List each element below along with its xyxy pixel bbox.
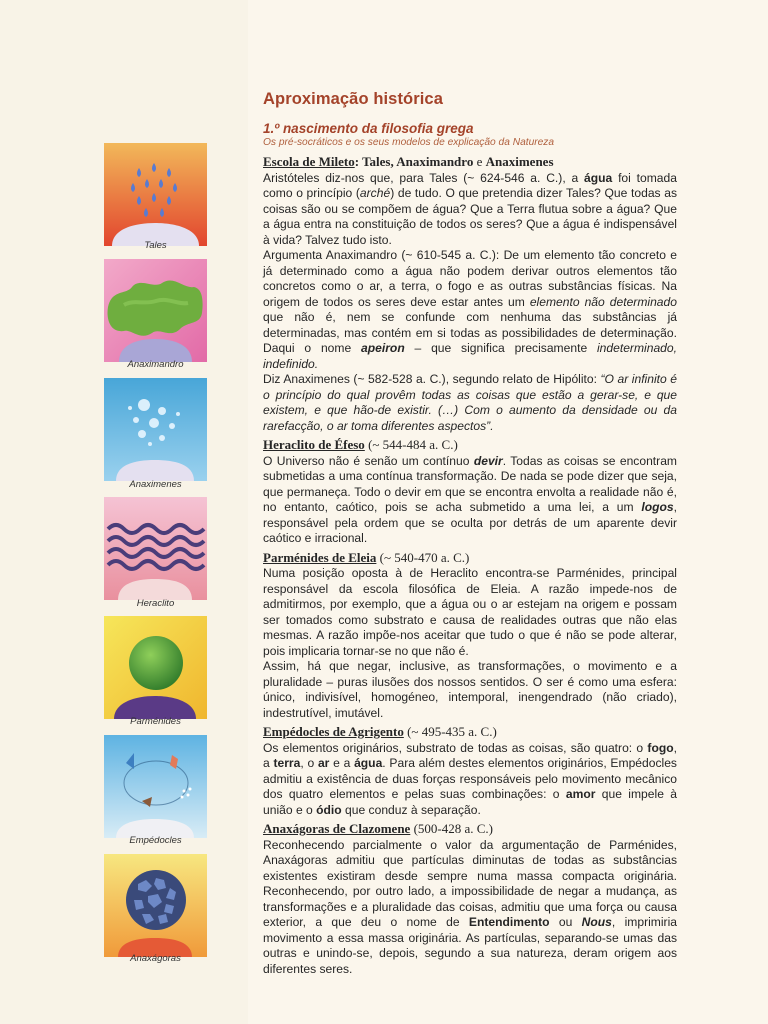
body-text [263,154,677,977]
anaxagoras-caption: Anaxágoras [130,953,181,964]
main-content [263,90,677,977]
empedocles-caption: Empédocles [129,835,182,846]
parmenides-caption: Parménides [130,716,181,727]
anaximenes-illustration [104,378,207,481]
heraclito-paragraph: O Universo não é senão um contínuo devir. Todas as coisas se encontram submetidas a uma contínua transformação. De nada se pode dizer que seja, que permaneça. Todo o devir em que se encontra envolta a realidade não é, no entanto, caótico, pois se acha submetido a uma lei, a um logos, responsável pela ordem que se oculta por detrás de um aparente devir caótico e irracional. [263,453,677,545]
parmenides-paragraph-1: Numa posição oposta à de Heraclito encontra-se Parménides, principal responsável da escola filosófica de Eleia. A razão impede-nos de admitirmos, por exemplo, que a água ou o ar estejam na origem e possam ser tomados como substrato e causa de realidades outras que não elas mesmas. A razão impõe-nos aceitar que tudo o que é não se pode alterar, pois implicaria tornar-se no que não é. [263,566,677,658]
mileto-paragraph-2: Argumenta Anaximandro (~ 610-545 a. C.): De um elemento tão concreto e já determinado como a água não podem derivar outros elementos tão concretos como o ar, a terra, o fogo e as outras substâncias físicas. Na origem de todos os seres deve estar antes um elemento não determinado que não é, nem se confunde com nenhuma das substâncias já determinadas, mas contém em si todas as possibilidades de determinação. Daqui o nome apeiron – que significa precisamente indeterminado, indefinido. [263,248,677,371]
mileto-paragraph-1: Aristóteles diz-nos que, para Tales (~ 624-546 a. C.), a água foi tomada como o princípio (arché) de tudo. O que pretendia dizer Tales? Que todas as coisas são ou se compõem de água? Que a Terra flutua sobre a água? Que a água entra na constituição de todos os seres? Que a água é indispensável à vida? Talvez tudo isto. [263,170,677,247]
parmenides-paragraph-2: Assim, há que negar, inclusive, as transformações, o movimento e a pluralidade – puras ilusões dos nossos sentidos. O ser é como uma esfera: único, indivisível, homogéneo, intemporal, inengendrado (não criado), indestrutível, imutável. [263,659,677,720]
anaxagoras-illustration [104,854,207,957]
anaximenes-caption: Anaximenes [129,479,182,490]
empedocles-heading: Empédocles de Agrigento (~ 495-435 a. C.) [263,724,497,739]
tales-illustration [104,143,207,246]
empedocles-paragraph: Os elementos originários, substrato de todas as coisas, são quatro: o fogo, a terra, o ar e a água. Para além destes elementos originários, Empédocles admitiu a existência de duas forças responsáveis pelo movimento mecânico dos quatro elementos e pelas suas combinações: o amor que impele à união e o ódio que conduz à separação. [263,740,677,817]
section-subsubtitle: Os pré-socráticos e os seus modelos de explicação da Natureza [263,137,555,148]
mileto-heading: Escola de Mileto: Tales, Anaximandro e Anaximenes [263,154,554,169]
parmenides-heading: Parménides de Eleia (~ 540-470 a. C.) [263,549,470,565]
parmenides-illustration [104,616,207,719]
section-subtitle: 1.º nascimento da filosofia grega [263,121,474,136]
anaxagoras-heading: Anaxágoras de Clazomene (500-428 a. C.) [263,821,494,836]
anaximandro-illustration [104,259,207,362]
heraclito-caption: Heraclito [136,598,175,609]
tales-caption: Tales [144,240,167,251]
anaximandro-caption: Anaximandro [127,359,184,370]
heraclito-heading: Heraclito de Éfeso (~ 544-484 a. C.) [263,437,458,452]
heraclito-illustration [104,497,207,600]
page-title: Aproximação histórica [263,90,443,108]
empedocles-illustration [104,735,207,838]
anaxagoras-paragraph: Reconhecendo parcialmente o valor da argumentação de Parménides, Anaxágoras admitiu que partículas diminutas de todas as substâncias existentes existiram desde sempre numa massa compacta originária. Reconhecendo, por outro lado, a impossibilidade de negar a mudança, as transformações e a pluralidade das coisas, admitiu que uma força ou causa exterior, a que deu o nome de Entendimento ou Nous, imprimiria movimento a essa massa originária. As partículas, separando-se umas das outras e unindo-se, depois, segundo a sua natureza, deram origem aos diferentes seres. [263,837,677,976]
mileto-paragraph-3: Diz Anaximenes (~ 582-528 a. C.), segundo relato de Hipólito: “O ar infinito é o princípio do qual provêm todas as coisas que estão a gerar-se, e que existem, e que hão-de existir. (…) Com o aumento da densidade ou da rarefacção, o ar toma diferentes aspectos”. [263,372,678,433]
